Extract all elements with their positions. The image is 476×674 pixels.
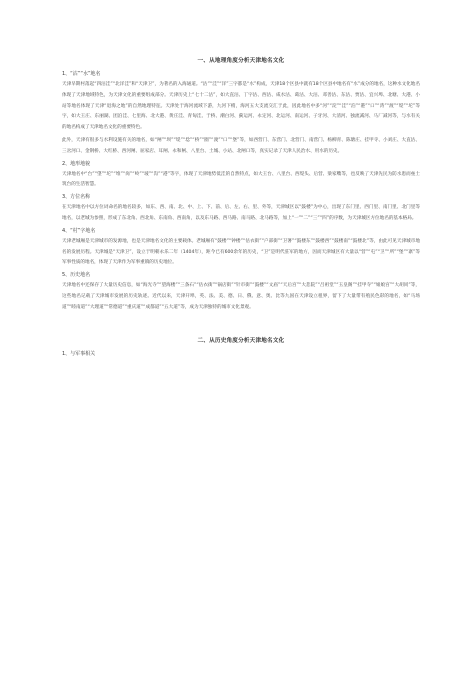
paragraph-direction-names: 在天津地名中以方位词命名的地名较多，如东、西、南、北、中、上、下、前、后、左、右、里、外等，天津城区以“鼓楼”为中心，出现了东门里、西门里、南门里、北门里等地名，以老城为参照，形成了东北角、西北角、东南角、西南角，以及东马路、西马路、南马路、北马路等，加上“一”“二”“三”“四”的序数，为天津城区方位地名的基本格局。 bbox=[62, 205, 420, 221]
subheading-terrain: 2、地形地貌 bbox=[62, 160, 91, 167]
paragraph-terrain: 天津地名中“台”“垡”“坨”“堆”“岗”“岭”“坡”“沟”“港”等字，体现了天津地势低洼的自然特点，如大王台、八里台、西堤头、后营、梁家嘴等，也反映了天津先民为防水患而垒土筑台的生活智慧。 bbox=[62, 171, 420, 188]
section-title-history: 二、从历史角度分析天津地名文化 bbox=[197, 337, 285, 344]
subheading-military: 1、与军事相关 bbox=[62, 350, 96, 357]
paragraph-water-facilities: 此外，天津有很多与水利设施有关的地名，如“闸”“坝”“堤”“埝”“桥”“圈”“渡”“口”“堡”等，如西营门、东营门、北营门、南营门、杨柳青、陈塘庄、挂甲寺、小刘庄、大直沽、三岔河口、金钢桥、大红桥、西河闸、屈家店、耳闸、永和闸、八里台、土城、小站、北闸口等，真实记录了天津人民治水、用水的历史。 bbox=[62, 137, 420, 154]
paragraph-historical-names: 天津地名中还保存了大量历史信息，如“海光寺”“望海楼”“三条石”“估衣街”“锅店街”“针市街”“鼓楼”“文庙”“天后宫”“大悲院”“吕祖堂”“玉皇阁”“挂甲寺”“娘娘宫”“大胡同”等，这些地名记载了天津城市发展的历史轨迹。近代以来，天津开埠，英、法、美、德、日、俄、意、奥、比等九国在天津设立租界，留下了大量带有殖民色彩的地名，如“马场道”“睦南道”“大理道”“常德道”“重庆道”“成都道”“五大道”等，成为天津独特的城市文化景观。 bbox=[62, 283, 420, 310]
subheading-historical-names: 5、历史地名 bbox=[62, 272, 91, 279]
paragraph-water-names: 天津早期村落起“四沽洼”“北洋洼”和“天津卫”，为著名的入海通道。“沽”“洼”“洋”三字都是“水”构成，天津18个区县中就有18个区县中地名有“水”成分的地名，这种水文化地名体现了天津地域特色，为天津文化的重要组成部分。天津历史上“七十二沽”，如大直沽、丁字沽、西沽、咸水沽、葛沽、大沽、邓善沽、东沽、贾沽、宜兴埠、北塘、大港、小站等地名体现了天津“退海之地”的自然地理特征。天津处于海河流域下游，九河下梢，海河五大支流交汇于此，因此地名中多“河”“淀”“洼”“泊”“港”“口”“湾”“渡”“堤”“坨”等字，如大王庄、东丽湖、团泊洼、七里海、北大港、黄庄洼、青甸洼、于桥、潮白河、蓟运河、永定河、北运河、南运河、子牙河、大清河、独流减河、马厂减河等，与水有关的地名构成了天津地名文化的重要特色。 bbox=[62, 82, 420, 131]
subheading-water-names: 1、“沽”“水”地名 bbox=[62, 71, 101, 77]
section-title-geography: 一、从地理角度分析天津地名文化 bbox=[197, 58, 285, 64]
paragraph-village-names: 天津老城厢是天津城市的发源地，也是天津地名文化的主要载体。老城厢有“鼓楼”“钟楼”“估衣街”“户部街”“卫署”“鼓楼东”“鼓楼西”“鼓楼南”“鼓楼北”等，由此可见天津城市地名的发展历程。天津城是“天津卫”，设立于明朝永乐二年（1404年），距今已有600余年的历史，“卫”是明代驻军的地方，因而天津城区有大量以“营”“屯”“卫”“所”“堡”“寨”等军事性质的地名，体现了天津作为军事重镇的历史地位。 bbox=[62, 238, 420, 266]
subheading-village-names: 4、“村”字地名 bbox=[62, 227, 96, 234]
subheading-direction-names: 3、方位名称 bbox=[62, 194, 91, 201]
